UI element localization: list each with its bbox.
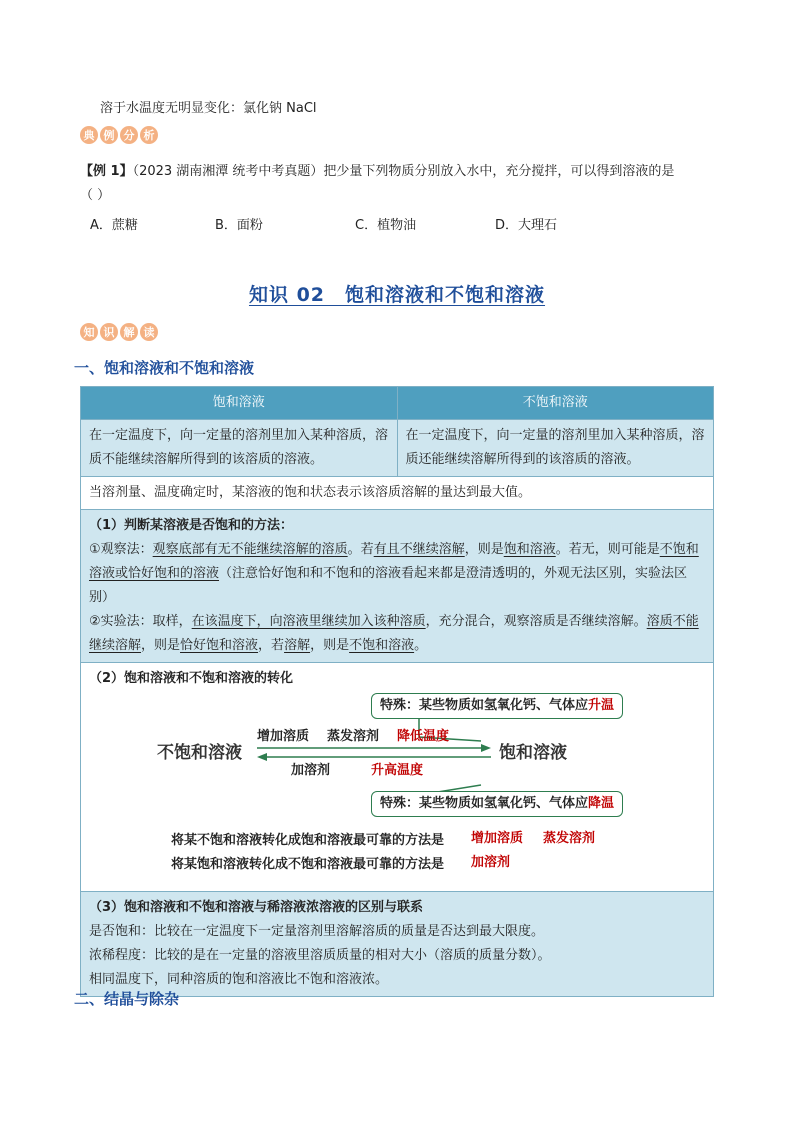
header-unsaturated: 不饱和溶液 — [397, 387, 714, 420]
judge-text: 不饱和溶液 — [349, 638, 415, 653]
special-text: 特殊：某些物质如氢氧化钙、气体应 — [380, 796, 589, 811]
judge-text: ，则是 — [464, 542, 504, 557]
badge-char: 读 — [140, 323, 158, 341]
badge-char: 识 — [100, 323, 118, 341]
backward-arrowhead — [257, 753, 267, 761]
judge-section — [81, 510, 714, 663]
judge-text: 恰好饱和溶液 — [180, 638, 259, 653]
judge-text: 。若无，则可能是 — [555, 542, 660, 557]
judge-text: 溶解 — [284, 638, 311, 653]
knowledge-table — [80, 386, 714, 997]
judge-text: 在该温度下，向溶液里继续加入该种溶质 — [191, 614, 426, 629]
special-text: 特殊：某些物质如氢氧化钙、气体应 — [380, 698, 589, 713]
judge-text: ，充分混合，观察溶质是否继续溶解。 — [425, 614, 647, 629]
heading-2: 二、结晶与除杂 — [74, 990, 180, 1008]
judge-text: （注意恰好饱和和不饱和的溶液看起来都是澄清透明的，外观无法区别，实验法区别） — [89, 566, 688, 605]
convert-title: （2）饱和溶液和不饱和溶液的转化 — [89, 671, 294, 686]
judge-text: ，若 — [258, 638, 285, 653]
back-raise-temp: 升高温度 — [371, 763, 424, 778]
label-unsaturated: 不饱和溶液 — [157, 743, 242, 763]
knowledge-badge — [80, 323, 158, 341]
back-add-solvent: 加溶剂 — [291, 763, 331, 778]
note-row: 当溶剂量、温度确定时，某溶液的饱和状态表示该溶质溶解的量达到最大值。 — [81, 477, 714, 510]
judge-text: 溶质不能继续溶解 — [89, 614, 699, 653]
fwd-lower-temp: 降低温度 — [397, 729, 450, 744]
relation-section — [81, 892, 714, 997]
badge-char: 析 — [140, 126, 158, 144]
judge-text: 。若 — [347, 542, 374, 557]
judge-text: ①观察法： — [89, 542, 153, 557]
judge-text: ，则是 — [310, 638, 350, 653]
fwd-add-solute: 增加溶质 — [257, 729, 310, 744]
badge-char: 例 — [100, 126, 118, 144]
example-options — [90, 214, 690, 233]
method-line-1: 将某不饱和溶液转化成饱和溶液最可靠的方法是 — [171, 833, 445, 848]
heading-1: 一、饱和溶液和不饱和溶液 — [74, 359, 255, 377]
judge-text: 观察底部有无不能继续溶解的溶质 — [152, 542, 348, 557]
option-b: B．面粉 — [215, 218, 263, 233]
special-red: 降温 — [588, 796, 615, 811]
special-bottom-box — [371, 791, 623, 817]
judge-text: 饱和溶液 — [503, 542, 556, 557]
judge-text: ②实验法：取样， — [89, 614, 192, 629]
method-2-a: 加溶剂 — [471, 855, 511, 870]
answer-paren: （ ） — [80, 188, 111, 203]
option-c: C．植物油 — [355, 218, 417, 233]
example-question — [80, 160, 720, 208]
special-red: 升温 — [588, 698, 615, 713]
method-1-b: 蒸发溶剂 — [543, 831, 596, 846]
relation-3: 相同温度下，同种溶质的饱和溶液比不饱和溶液浓。 — [89, 972, 389, 987]
fwd-evaporate: 蒸发溶剂 — [327, 729, 380, 744]
method-1-a: 增加溶质 — [471, 831, 524, 846]
badge-char: 解 — [120, 323, 138, 341]
relation-title: （3）饱和溶液和不饱和溶液与稀溶液浓溶液的区别与联系 — [89, 900, 424, 915]
judge-text: 不饱和溶液或恰好饱和的溶液 — [89, 542, 699, 581]
convert-section — [81, 663, 714, 892]
option-a: A．蔗糖 — [90, 218, 138, 233]
method-line-2: 将某饱和溶液转化成不饱和溶液最可靠的方法是 — [171, 857, 445, 872]
conversion-diagram — [89, 691, 705, 891]
judge-text: 有且不继续溶解 — [373, 542, 465, 557]
relation-1: 是否饱和：比较在一定温度下一定量溶剂里溶解溶质的质量是否达到最大限度。 — [89, 924, 545, 939]
badge-char: 知 — [80, 323, 98, 341]
option-d: D．大理石 — [495, 218, 558, 233]
judge-text: 。 — [414, 638, 428, 653]
judge-text: ，则是 — [141, 638, 181, 653]
section-title-text: 知识 02 饱和溶液和不饱和溶液 — [248, 284, 546, 306]
example-text: （2023 湖南湘潭 统考中考真题）把少量下列物质分别放入水中，充分搅拌，可以得到溶液的是 — [132, 164, 675, 179]
judge-method-2 — [89, 610, 705, 658]
badge-char: 分 — [120, 126, 138, 144]
forward-arrowhead — [481, 744, 491, 752]
example-label: 【例 1】 — [80, 164, 133, 179]
judge-title: （1）判断某溶液是否饱和的方法： — [89, 518, 294, 533]
relation-2: 浓稀程度：比较的是在一定量的溶液里溶质质量的相对大小（溶质的质量分数）。 — [89, 948, 551, 963]
section-title — [0, 280, 794, 307]
def-saturated: 在一定温度下，向一定量的溶剂里加入某种溶质，溶质不能继续溶解所得到的该溶质的溶液。 — [81, 420, 398, 477]
example-badge — [80, 126, 158, 144]
badge-char: 典 — [80, 126, 98, 144]
def-unsaturated: 在一定温度下，向一定量的溶剂里加入某种溶质，溶质还能继续溶解所得到的该溶质的溶液。 — [397, 420, 714, 477]
judge-method-1 — [89, 538, 705, 610]
header-saturated: 饱和溶液 — [81, 387, 398, 420]
intro-line: 溶于水温度无明显变化：氯化钠 NaCl — [100, 101, 317, 116]
label-saturated: 饱和溶液 — [499, 743, 567, 763]
